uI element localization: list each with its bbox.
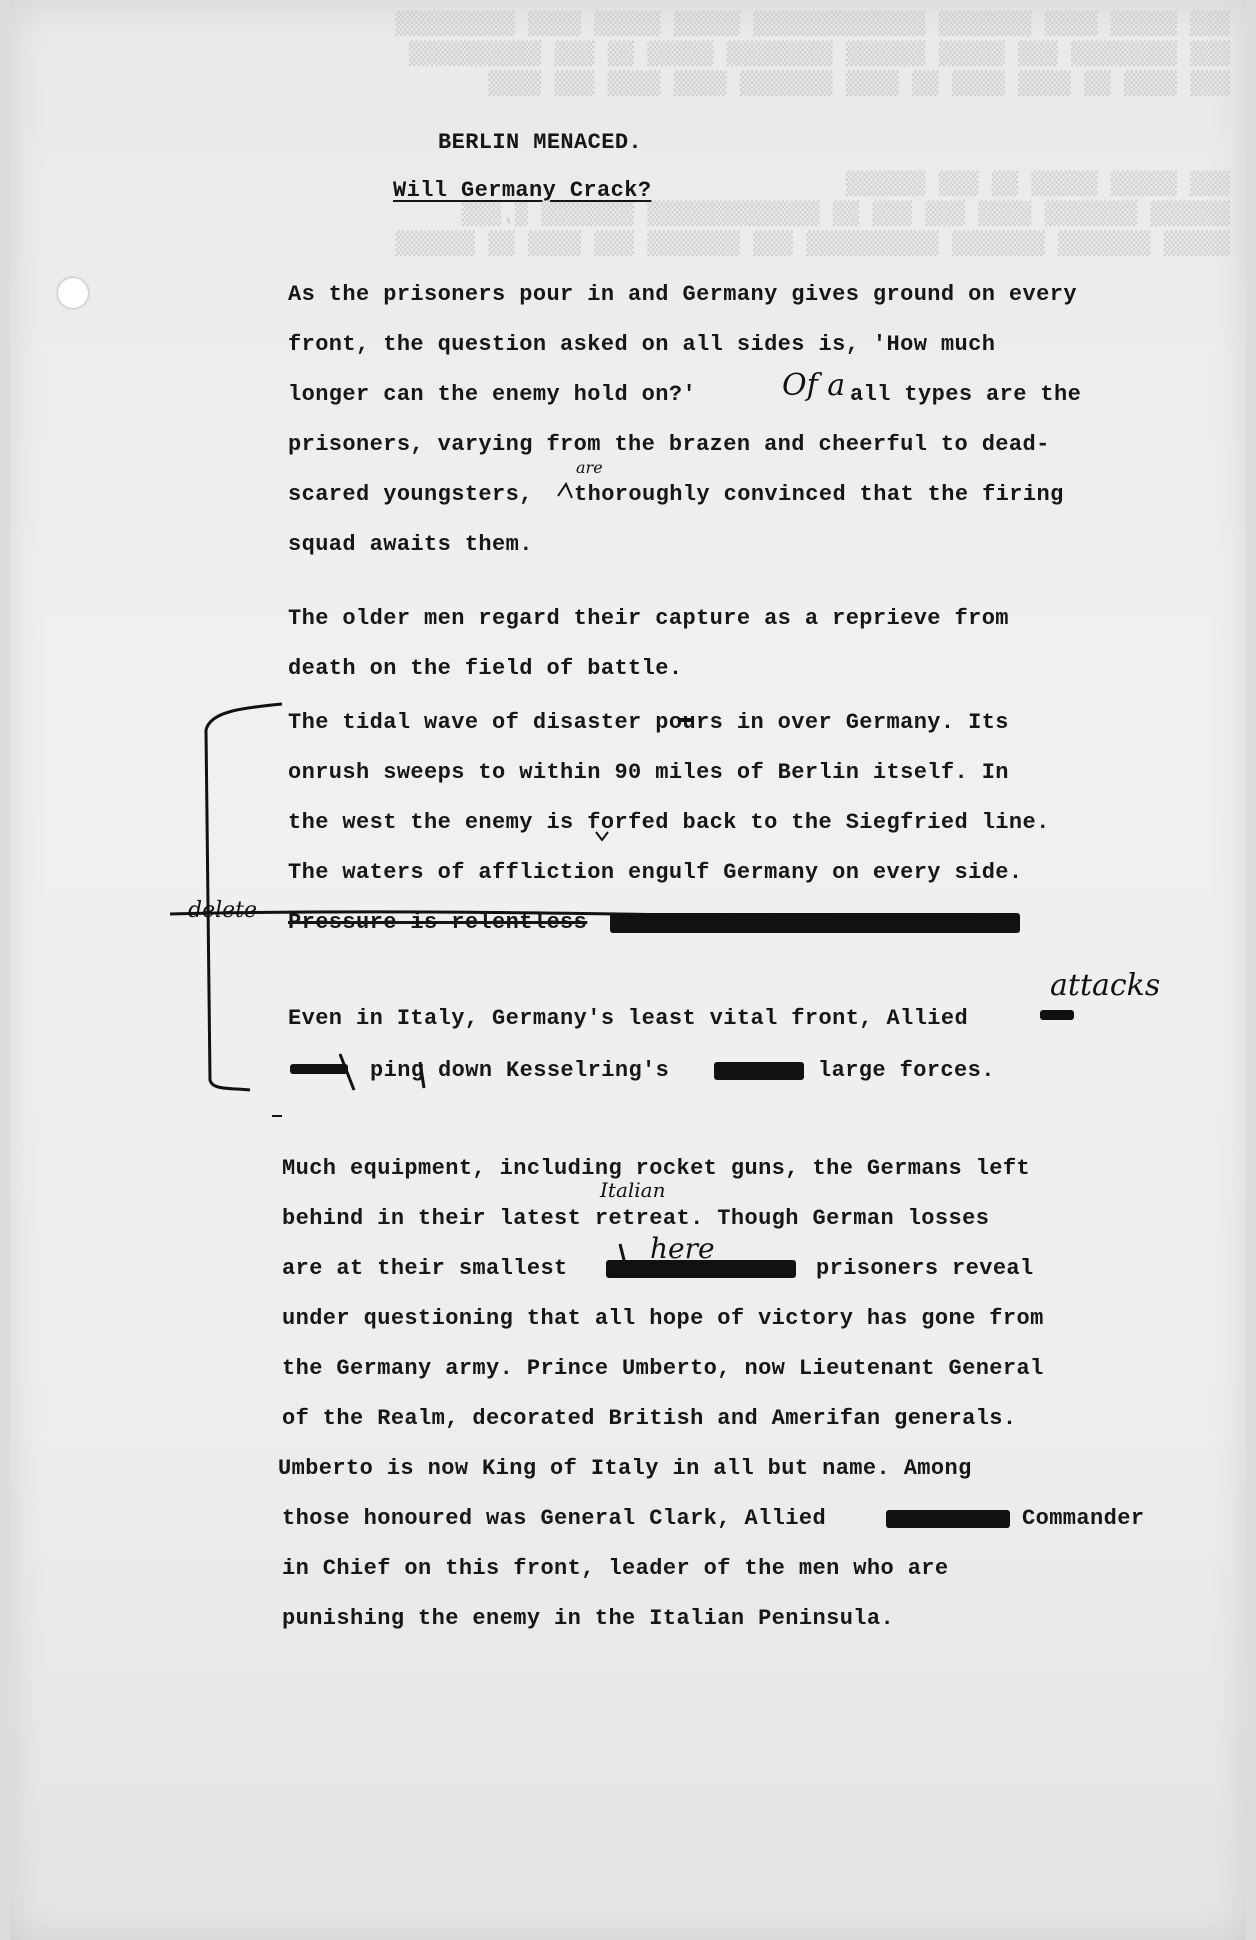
p1-line-5: scared youngsters, [288,482,533,507]
caret-mark [558,484,572,498]
p5-line-8b: Commander [1022,1506,1145,1531]
p3-line-5-struck: Pressure is relentless [288,910,588,935]
bleed-through-text: ▒▒▒ ▒▒▒▒▒ ▒▒▒▒ ▒▒▒▒▒▒▒ ▒▒▒▒▒▒▒▒▒▒▒▒▒ ▒▒▒▒▒ ▒▒▒▒▒ ▒▒▒▒ ▒▒▒▒▒▒▒▒▒ ▒▒▒ ▒▒▒▒▒▒▒▒ ▒▒▒ ▒▒▒▒▒ ▒▒▒▒▒▒ ▒▒▒▒▒▒▒▒ ▒▒▒▒▒ ▒▒ ▒▒▒ ▒▒▒▒▒▒▒▒▒▒ ▒▒▒ ▒▒▒▒ ▒▒ ▒▒▒▒ ▒▒▒▒ ▒▒ ▒▒▒▒ ▒▒▒▒▒▒▒ ▒▒▒▒ ▒▒▒▒ ▒▒▒ ▒▒▒▒ ▒▒▒ ▒▒▒▒▒ ▒▒▒▒▒ ▒▒ ▒▒▒ ▒▒▒▒▒▒ ▒▒▒▒▒▒ ▒▒▒▒▒▒▒ ▒▒▒▒ ▒▒▒ ▒▒▒ ▒▒ ▒▒▒▒▒▒▒▒▒▒▒▒▒ ▒▒▒▒▒▒▒ ▒,▒▒▒ ▒▒▒▒▒ ▒▒▒▒▒▒▒ ▒▒▒▒▒▒▒ ▒▒▒▒▒▒▒▒▒▒ ▒▒▒ ▒▒▒▒▒▒▒ ▒▒▒ ▒▒▒▒ ▒▒ ▒▒▒▒▒▒ [395,12,1230,257]
strike-line [170,912,1000,920]
p5-line-2: behind in their latest retreat. Though German losses [282,1206,990,1231]
p5-line-1: Much equipment, including rocket guns, the Germans left [282,1156,1031,1181]
handwritten-of-a: Of a [782,368,846,403]
p2-line-2: death on the field of battle. [288,656,683,681]
p5-line-8: those honoured was General Clark, Allied [282,1506,827,1531]
page-title: BERLIN MENACED. [438,130,643,155]
handwritten-marks [10,0,1246,1940]
handwritten-italian: Italian [600,1178,666,1202]
p4-line-1: Even in Italy, Germany's least vital front, Allied [288,1006,969,1031]
p3-line-1: The tidal wave of disaster pours in over Germany. Its [288,710,1009,735]
p2-line-1: The older men regard their capture as a reprieve from [288,606,1009,631]
slash-mark [420,1062,424,1088]
p5-line-10: punishing the enemy in the Italian Peninsula. [282,1606,895,1631]
p1-line-6: squad awaits them. [288,532,533,557]
p1-line-1: As the prisoners pour in and Germany gives ground on every [288,282,1077,307]
p5-line-5: the Germany army. Prince Umberto, now Lieutenant General [282,1356,1044,1381]
p5-line-3: are at their smallest [282,1256,568,1281]
p5-line-9: in Chief on this front, leader of the men who are [282,1556,949,1581]
p1-line-3: longer can the enemy hold on?' [288,382,697,407]
p5-line-7: Umberto is now King of Italy in all but name. Among [278,1456,972,1481]
p1-line-5b: thoroughly convinced that the firing [574,482,1064,507]
p5-line-4: under questioning that all hope of victory has gone from [282,1306,1044,1331]
p1-line-2: front, the question asked on all sides is, 'How much [288,332,996,357]
handwritten-attacks: attacks [1050,968,1161,1003]
slash-mark [340,1054,354,1090]
handwritten-are: are [576,458,603,477]
document-sheet [10,0,1246,1940]
p5-line-3b: prisoners reveal [816,1256,1034,1281]
handwritten-here: here [650,1232,715,1265]
handwritten-delete-note: delete [188,898,258,923]
caret-mark [620,1244,626,1268]
caret-mark [596,832,608,840]
p5-line-6: of the Realm, decorated British and Amerifan generals. [282,1406,1017,1431]
p1-line-4: prisoners, varying from the brazen and cheerful to dead- [288,432,1050,457]
p1-line-3b: all types are the [850,382,1082,407]
page-subtitle: Will Germany Crack? [393,178,652,203]
bracket-mark [206,704,282,1090]
p4-line-2: ping down Kesselring's [370,1058,670,1083]
p3-line-4: The waters of affliction engulf Germany on every side. [288,860,1023,885]
p3-line-2: onrush sweeps to within 90 miles of Berlin itself. In [288,760,1009,785]
p3-line-3: the west the enemy is forfed back to the Siegfried line. [288,810,1050,835]
p4-line-2b: large forces. [818,1058,995,1083]
